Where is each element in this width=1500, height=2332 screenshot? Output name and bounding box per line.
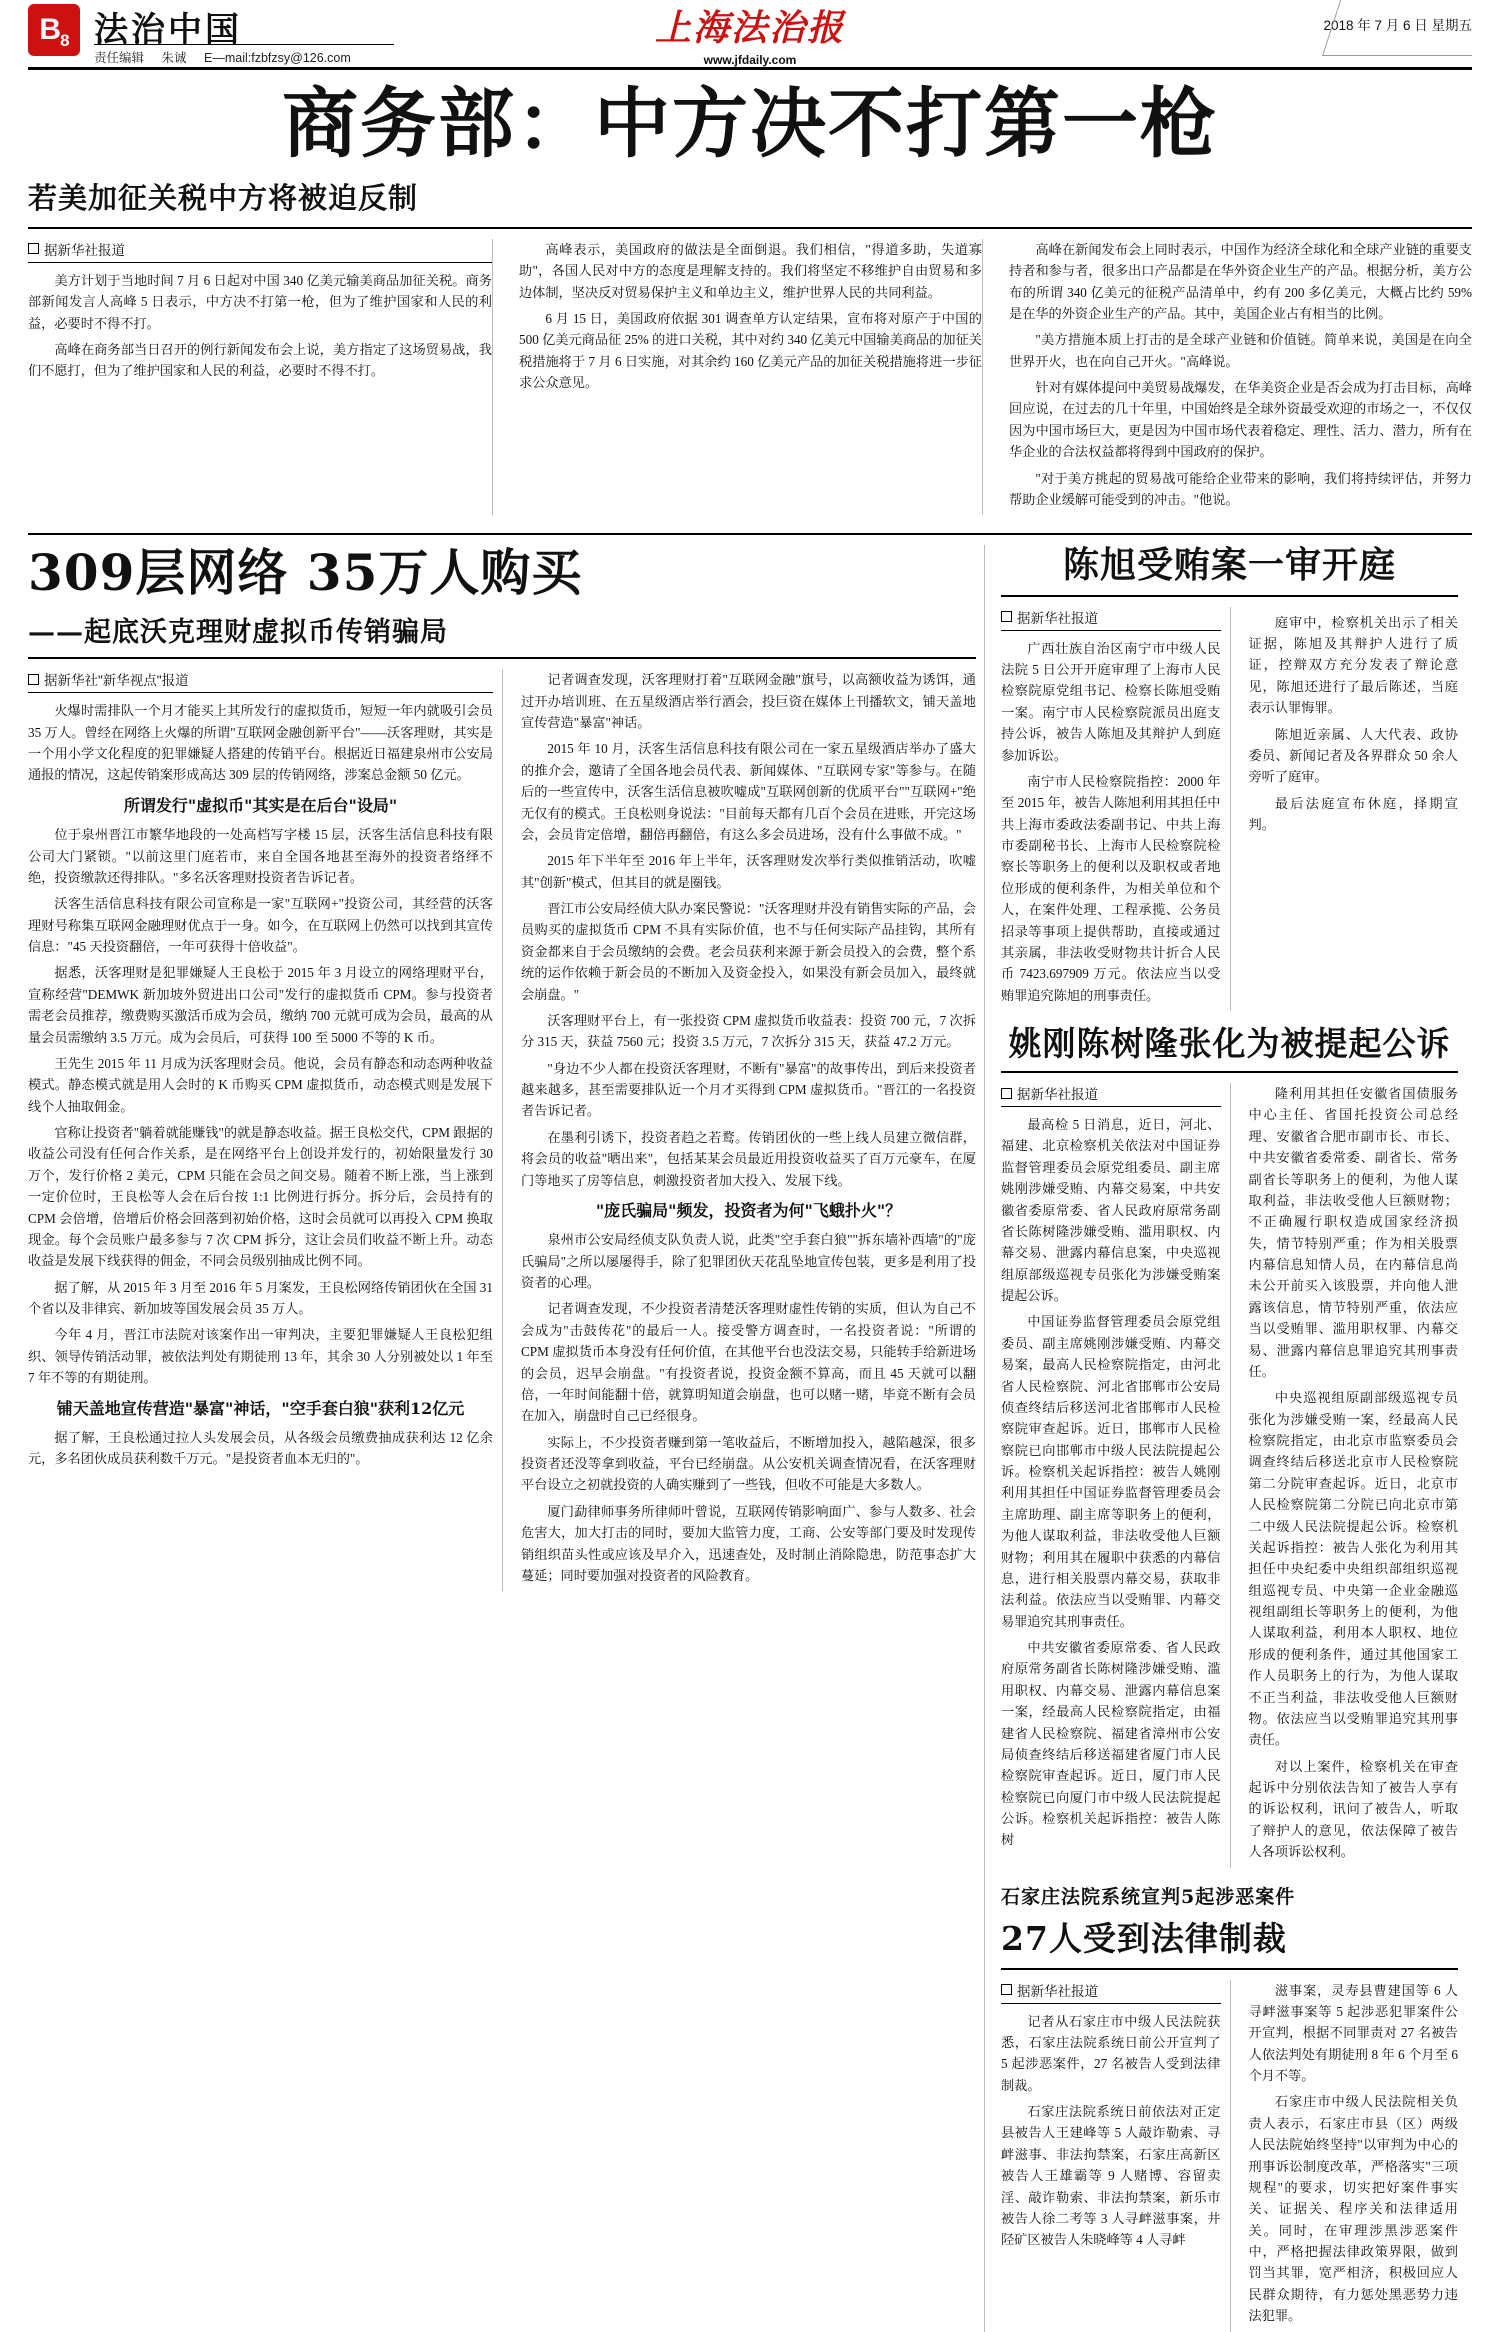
editor-name: 朱诚 [161,51,187,65]
paragraph: 高峰表示，美国政府的做法是全面倒退。我们相信，"得道多助，失道寡助"，各国人民对中方的态度是理解支持的。我们将坚定不移维护自由贸易和多边体制，坚决反对贸易保护主义和单边主义，维护世界人民的共同利益。 [519,241,982,300]
paragraph: 南宁市人民检察院指控：2000 年至 2015 年，被告人陈旭利用其担任中共上海市委政法委副书记、中共上海市委副秘书长、上海市人民检察院检察长等职务上的便利以及职权或者地位形成的便利条件，为相关单位和个人，在案件处理、工程承揽、公务员招录等事项上提供帮助，直接或通过其亲属，非法收受财物共计折合人民币 7423.697909 万元。依法应当以受贿罪追究陈旭的刑事责任。 [1001,773,1221,1003]
paragraph: 记者调查发现，沃客理财打着"互联网金融"旗号，以高额收益为诱饵，通过开办培训班、在五星级酒店举行酒会，投巨资在媒体上刊播软文，铺天盖地宣传营造"暴富"神话。 [521,672,976,731]
shijiazhuang-col-2 [1230,1980,1459,2332]
paragraph: 2015 年下半年至 2016 年上半年，沃客理财发次举行类似推销活动，吹嘘其"创新"模式，但其目的就是圈钱。 [521,853,976,890]
section-title: 法治中国 [94,10,242,50]
yaogang-col-2 [1230,1083,1459,1868]
yaogang-rule [1001,1071,1458,1073]
paragraph: 隆利用其担任安徽省国债服务中心主任、省国托投资公司总经理、安徽省合肥市副市长、市长、中共安徽省委常委、副省长、常务副省长等职务上的便利，为他人谋取利益，非法收受他人巨额财物；不正确履行职权造成国家经济损失，情节特别严重；作为相关股票内幕信息知情人员，在内幕信息尚未公开前买入该股票，并向他人泄露该信息，情节特别严重，依法应当以受贿罪、滥用职权罪、内幕交易、泄露内幕信息罪追究其刑事责任。 [1248,1086,1458,1379]
paragraph: 高峰在商务部当日召开的例行新闻发布会上说，美方指定了这场贸易战，我们不愿打，但为了维护国家和人民的利益，必要时不得不打。 [28,341,492,379]
yaogang-source: 据新华社报道 [1001,1083,1221,1107]
paragraph: 泉州市公安局经侦支队负责人说，此类"空手套白狼""拆东墙补西墙"的"庞氏骗局"之所以屡屡得手，除了犯罪团伙天花乱坠地宣传包装，更多是利用了投资者的心理。 [521,1232,976,1291]
paragraph: 沃客理财平台上，有一张投资 CPM 虚拟货币收益表：投资 700 元，7 次拆分 315 天，获益 7560 元；投资 3.5 万元，7 次拆分 315 天，获益 47.2 万元。 [521,1012,976,1050]
chenxu-rule [1001,595,1458,597]
shijiazhuang-rule [1001,1968,1458,1970]
paragraph: 记者调查发现，不少投资者清楚沃客理财虚性传销的实质，但认为自己不会成为"击鼓传花"的最后一人。接受警方调查时，一名投资者说："所谓的 CPM 虚拟货币本身没有任何价值，在其他平台也没法交易，只能转手给新进场的会员，迟早会崩盘。"有投资者说，投资金额不算高，而且 45 天就可以翻倍，一年时间能翻十倍，就算明知道会崩盘，也可以赌一赌，毕竟不断有会员在加入，崩盘时自己已经很身。 [521,1301,976,1424]
feature-rule [28,657,976,659]
paragraph: "美方措施本质上打击的是全球产业链和价值链。简单来说，美国是在向全世界开火，也在向自己开火。"高峰说。 [1009,332,1472,369]
paragraph: 美方计划于当地时间 7 月 6 日起对中国 340 亿美元输美商品加征关税。商务部新闻发言人高峰 5 日表示，中方决不打第一枪，但为了维护国家和人民的利益，必要时不得不打。 [28,272,492,331]
lower-section [28,545,1472,2331]
paragraph: 火爆时需排队一个月才能买上其所发行的虚拟货币，短短一年内就吸引会员 35 万人。曾经在网络上火爆的所谓"互联网金融创新平台"——沃客理财，其实是一个用小学文化程度的犯罪嫌疑人搭建的传销平台。根据近日福建泉州市公安局通报的情况，这起传销案形成高达 309 层的传销网络，涉案总金额 50 亿元。 [28,703,493,783]
lead-headline-block [28,79,1472,229]
badge-letter: B [39,13,61,46]
shijiazhuang-article [1001,1882,1458,2332]
right-column [984,545,1458,2331]
lead-source: 据新华社报道 [28,239,492,263]
paragraph: 最后法庭宣布休庭，择期宣判。 [1248,795,1458,833]
paragraph: 庭审中，检察机关出示了相关证据，陈旭及其辩护人进行了质证，控辩双方充分发表了辩论意见，陈旭还进行了最后陈述，当庭表示认罪悔罪。 [1248,614,1458,716]
shijiazhuang-title: 27人受到法律制裁 [1001,1918,1287,1958]
paragraph: 中共安徽省委原常委、省人民政府原常务副省长陈树隆涉嫌受贿、滥用职权、内幕交易、泄露内幕信息案一案，经最高人民检察院指定，由福建省人民检察院、福建省漳州市公安局侦查终结后移送福建省厦门市人民检察院审查起诉。近日，厦门市人民检察院已向厦门市中级人民法院提起公诉。检察机关起诉指控：被告人陈树 [1001,1640,1221,1848]
feature-source: 据新华社"新华视点"报道 [28,669,493,693]
shijiazhuang-source: 据新华社报道 [1001,1980,1221,2004]
paragraph: 据了解，从 2015 年 3 月至 2016 年 5 月案发，王良松网络传销团伙在全国 31 个省以及非律宾、新加坡等国发展会员 35 万人。 [28,1279,493,1317]
paragraph: 对以上案件，检察机关在审查起诉中分别依法告知了被告人享有的诉讼权利，讯问了被告人，听取了辩护人的意见，依法保障了被告人各项诉讼权利。 [1248,1758,1458,1860]
publication-date: 2018 年 7 月 6 日 星期五 [1323,18,1472,33]
chenxu-col-2 [1230,607,1459,1011]
paragraph: 陈旭近亲属、人大代表、政协委员、新闻记者及各界群众 50 余人旁听了庭审。 [1248,726,1458,785]
paragraph: "身边不少人都在投资沃客理财，不断有"暴富"的故事传出，到后来投资者越来越多，甚至需要排队近一个月才买得到 CPM 虚拟货币。"晋江的一名投资者告诉记者。 [521,1060,976,1119]
yaogang-col-1 [1001,1083,1221,1868]
yaogang-title: 姚刚陈树隆张化为被提起公诉 [1008,1024,1451,1064]
chenxu-title: 陈旭受贿案一审开庭 [1062,544,1396,587]
chenxu-source: 据新华社报道 [1001,607,1221,631]
paragraph: 位于泉州晋江市繁华地段的一处高档写字楼 15 层，沃客生活信息科技有限公司大门紧锁。"以前这里门庭若市，来自全国各地甚至海外的投资者络绎不绝，投资缴款还得排队。"多名沃客理财投资者告诉记者。 [28,827,493,885]
lead-subheadline: 若美加征关税中方将被迫反制 [28,180,419,215]
feature-subhead-3: "庞氏骗局"频发，投资者为何"飞蛾扑火"？ [595,1200,902,1220]
feature-subhead-2: 铺天盖地宣传营造"暴富"神话，"空手套白狼"获利12亿元 [56,1398,465,1418]
section-badge [28,4,80,56]
yaogang-article [1001,1025,1458,1867]
paragraph: 中国证券监督管理委员会原党组委员、副主席姚刚涉嫌受贿、内幕交易案，最高人民检察院指定，由河北省人民检察院、河北省邯郸市公安局侦查终结后移送河北省邯郸市人民检察院审查起诉。近日，邯郸市人民检察院已向邯郸市中级人民法院提起公诉。检察机关起诉指控：被告人姚刚利用其担任中国证券监督管理委员会主席助理、副主席等职务上的便利，为他人谋取利益，非法收受他人巨额财物；利用其在履职中获悉的内幕信息，进行相关股票内幕交易，获取非法利益。依法应当以受贿罪、内幕交易罪追究其刑事责任。 [1001,1314,1221,1629]
badge-number: 8 [60,31,69,50]
feature-article [28,545,976,2331]
lead-col-3 [982,239,1472,516]
paragraph: 晋江市公安局经侦大队办案民警说："沃客理财并没有销售实际的产品，会员购买的虚拟货币 CPM 不具有实际价值，也不与任何实际产品挂钩，其所有资金都来自于会员缴纳的会费。老会员获利来源于新会员投入的会费，整个系统的运作依赖于新会员的不断加入及资金投入，如果没有新会员加入，最终就会崩盘。" [521,901,976,1002]
paragraph: 滋事案，灵寿县曹建国等 6 人寻衅滋事案等 5 起涉恶犯罪案件公开宣判，根据不同罪责对 27 名被告人依法判处有期徒刑 8 年 6 个月至 6 个月不等。 [1248,1982,1458,2083]
feature-columns [28,669,976,1591]
editor-email: E—mail:fzbfzsy@126.com [204,51,351,65]
chenxu-col-1 [1001,607,1221,1011]
feature-title: 309层网络 35万人购买 [28,543,583,603]
paragraph: 王先生 2015 年 11 月成为沃客理财会员。他说，会员有静态和动态两种收益模式。静态模式就是用人会时的 K 币购买 CPM 虚拟货币，动态模式则是发展下线个人抽取佣金。 [28,1055,493,1114]
paper-url: www.jfdaily.com [703,53,797,67]
lead-headline: 商务部：中方决不打第一枪 [282,79,1218,168]
paragraph: 据了解，王良松通过拉人头发展会员，从各级会员缴费抽成获利达 12 亿余元，多名团伙成员获利数千万元。"是投资者血本无归的"。 [28,1429,493,1467]
editor-line [94,44,394,66]
headline-rule [28,227,1472,229]
paragraph: 高峰在新闻发布会上同时表示，中国作为经济全球化和全球产业链的重要支持者和参与者，很多出口产品都是在华外资企业生产的产品。根据分析，美方公布的所谓 340 亿美元的征税产品清单中，约有 200 多亿美元，大概占比约 59% 是在华的外资企业生产的产品。其中，美国企业占有相当的比例。 [1009,241,1472,321]
paragraph: 记者从石家庄市中级人民法院获悉，石家庄法院系统日前公开宣判了 5 起涉恶案件，27 名被告人受到法律制裁。 [1001,2013,1221,2093]
editor-label: 责任编辑 [94,51,145,65]
section-divider [28,533,1472,535]
paragraph: 厦门勐律师事务所律师叶曾说，互联网传销影响面广、参与人数多、社会危害大，加大打击的同时，要加大监管力度，工商、公安等部门要及时发现传销组织苗头性或应该及早介入，迅速查处，及时制止消除隐患，防范事态扩大蔓延；同时要加强对投资者的风险教育。 [521,1503,976,1583]
paragraph: "对于美方挑起的贸易战可能给企业带来的影响，我们将持续评估，并努力帮助企业缓解可能受到的冲击。"他说。 [1009,470,1472,507]
feature-subtitle: ——起底沃克理财虚拟币传销骗局 [28,617,448,649]
lead-col-2 [492,239,982,516]
paper-name: 上海法治报 [654,7,846,49]
shijiazhuang-kicker: 石家庄法院系统宣判5起涉恶案件 [1001,1885,1296,1908]
shijiazhuang-col-1 [1001,1980,1221,2332]
paragraph: 在墨利引诱下，投资者趋之若鹜。传销团伙的一些上线人员建立微信群，将会员的收益"晒出来"，包括某某会员最近用投资收益买了百万元豪车，在厦门等地买了房等信息，刺激投资者加大投入、发展下线。 [521,1129,976,1188]
shijiazhuang-columns [1001,1980,1458,2332]
paragraph: 据悉，沃客理财是犯罪嫌疑人王良松于 2015 年 3 月设立的网络理财平台，宣称经营"DEMWK 新加坡外贸进出口公司"发行的虚拟货币 CPM。参与投资者需老会员推荐，缴费购买激活币成为会员，缴纳 700 元就可成为会员，最高的从量会员需缴纳 3.5 万元。成为会员后，可获得 100 至 5000 不等的 K 币。 [28,965,493,1045]
paragraph: 针对有媒体提问中美贸易战爆发，在华美资企业是否会成为打击目标，高峰回应说，在过去的几十年里，中国始终是全球外资最受欢迎的市场之一，不仅仅因为中国市场巨大，更是因为中国市场代表着稳定、理性、活力、潜力，所有在华企业的合法权益都将得到中国政府的保护。 [1009,380,1472,460]
yaogang-columns [1001,1083,1458,1868]
paragraph: 石家庄法院系统日前依法对正定县被告人王建峰等 5 人敲诈勒索、寻衅滋事、非法拘禁案，石家庄高新区被告人王雄霸等 9 人赌博、容留卖淫、敲诈勒索、非法拘禁案，新乐市被告人徐二考等 3 人寻衅滋事案，井陉矿区被告人朱晓峰等 4 人寻衅 [1001,2104,1221,2248]
chenxu-columns [1001,607,1458,1011]
feature-subhead-1: 所谓发行"虚拟币"其实是在后台"设局" [123,795,398,815]
paragraph: 石家庄市中级人民法院相关负责人表示，石家庄市县（区）两级人民法院始终坚持"以审判为中心的刑事诉讼制度改革，严格落实"三项规程"的要求，切实把好案件事实关、证据关、程序关和法律适用关。同时，在审理涉黑涉恶案件中，严格把握法律政策界限，做到罚当其罪，宽严相济，积极回应人民群众期待，有力惩处黑恶势力违法犯罪。 [1248,2094,1458,2324]
paragraph: 今年 4 月，晋江市法院对该案作出一审判决，主要犯罪嫌疑人王良松犯组织、领导传销活动罪，被依法判处有期徒刑 13 年，其余 30 人分别被处以 1 年至 7 年不等的有期徒刑。 [28,1327,493,1386]
paper-logo [655,0,845,67]
paragraph: 中央巡视组原副部级巡视专员张化为涉嫌受贿一案，经最高人民检察院指定，由北京市监察委员会调查终结后移送北京市人民检察院第二分院审查起诉。近日，北京市人民检察院第二分院已向北京市第二中级人民法院提起公诉。检察机关起诉指控：被告人张化为利用其担任中央纪委中央组织部组织巡视组巡视专员、中央第一企业金融巡视组副组长等职务上的便利，为他人谋取利益，利用本人职权、地位形成的便利条件，通过其他国家工作人员职务上的行为，为他人谋取不正当利益，非法收受他人巨额财物。依法应当以受贿罪追究其刑事责任。 [1248,1390,1458,1748]
masthead [28,0,1472,70]
feature-col-2 [502,669,976,1591]
paragraph: 6 月 15 日，美国政府依据 301 调查单方认定结果，宣布将对原产于中国的 500 亿美元商品征 25% 的进口关税，其中对约 340 亿美元中国输美商品的加征关税措施将于 7 月 6 日实施，对其余约 160 亿美元产品的加征关税措施将进一步征求公众意见。 [519,310,982,391]
paragraph: 实际上，不少投资者赚到第一笔收益后，不断增加投入，越陷越深，很多投资者还没等拿到收益，平台已经崩盘。从公安机关调查情况看，在沃客理财平台设立之初就投资的人确实赚到了一些钱，但收不可能是大多数人。 [521,1434,976,1493]
lead-col-1 [28,239,492,516]
paragraph: 官称让投资者"躺着就能赚钱"的就是静态收益。据王良松交代，CPM 跟据的收益公司没有任何合作关系，是在网络平台上创设并发行的，初始限量发行 30 万个，发行价格 2 美元，CPM 只能在会员之间交易。随着不断上涨，当上涨到一定价位时，王良松等人会在后台按 1:1 比例进行拆分。拆分后，会员持有的 CPM 会倍增，倍增后价格会回落到初始价格，这时会员就可以再投入 CPM 换取现金。每个会员账户最多参与 7 次 CPM 拆分，这让会员们收益不断上升。动态收益是发展下线获得的佣金，不同会员级别抽成比例不同。 [28,1125,493,1269]
paragraph: 最高检 5 日消息，近日，河北、福建、北京检察机关依法对中国证券监督管理委员会原党组委员、副主席姚刚涉嫌受贿、内幕交易案，中共安徽省委原常委、省人民政府原常务副省长陈树隆涉嫌受贿、滥用职权、内幕交易、泄露内幕信息案，中央巡视组原部级巡视专员张化为涉嫌受贿案提起公诉。 [1001,1117,1221,1303]
feature-col-1 [28,669,493,1591]
paragraph: 广西壮族自治区南宁市中级人民法院 5 日公开开庭审理了上海市人民检察院原党组书记、检察长陈旭受贿一案。南宁市人民检察院派员出庭支持公诉，被告人陈旭及其辩护人到庭参加诉讼。 [1001,640,1221,763]
paragraph: 2015 年 10 月，沃客生活信息科技有限公司在一家五星级酒店举办了盛大的推介会，邀请了全国各地会员代表、新闻媒体、"互联网专家"等参与。在随后的一些宣传中，沃客生活信息被吹嘘成"互联网创新的优质平台""互联网+"绝无仅有的模式。王良松则身说法："目前每天都有几百个会员在进账，开完这场会，会员肯定倍增，翻倍再翻倍，有这么多会员进场，没有什么事做不成。" [521,741,976,842]
paragraph: 沃客生活信息科技有限公司宣称是一家"互联网+"投资公司，其经营的沃客理财号称集互联网金融理财优点于一身。如今，在互联网上仍然可以找到其宣传信息："45 天投资翻倍，一年可获得十倍收益"。 [28,896,493,955]
chenxu-article [1001,545,1458,1011]
lead-article [28,239,1472,524]
